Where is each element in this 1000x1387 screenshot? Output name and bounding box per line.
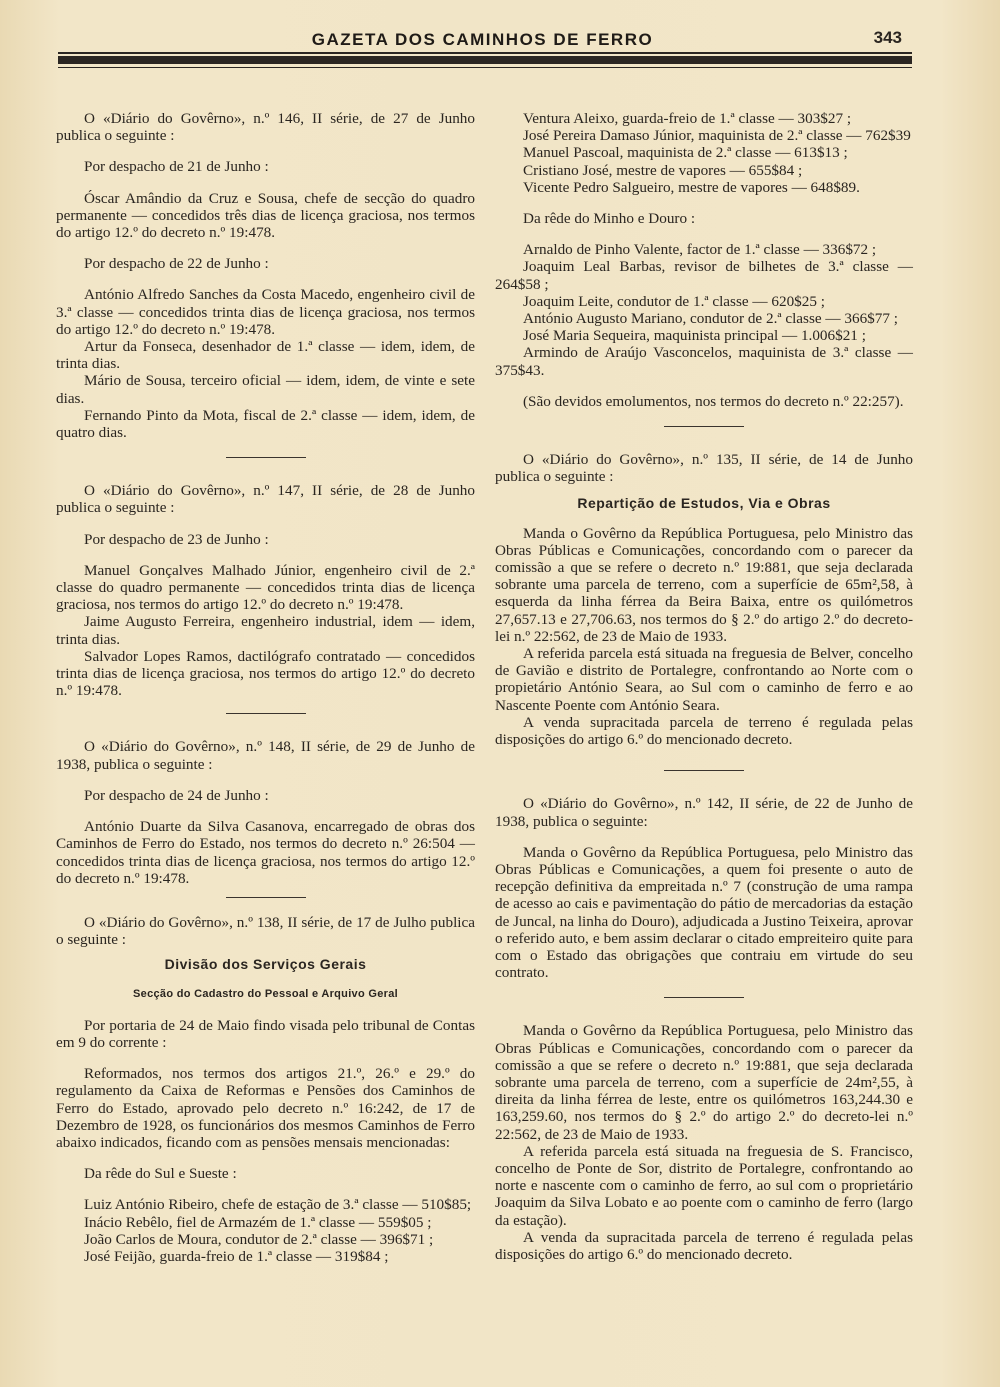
pension-entry: Arnaldo de Pinho Valente, factor de 1.ª classe — 336$72 ; (523, 241, 877, 259)
paragraph: A referida parcela está situada na freguesia de S. Francisco, concelho de Ponte de Sor, distrito de Portalegre, confrontando ao norte e nascente com o caminho de ferro, ao sul com o proprietário Joaquim da Silva Lobato e ao poente com o caminho de ferro (largo da estação). (495, 1142, 913, 1229)
section-heading: Repartição de Estudos, Via e Obras (577, 495, 831, 512)
paragraph: António Duarte da Silva Casanova, encarregado de obras dos Caminhos de Ferro do Estado, nos termos do decreto n.º 26:504 — concedidos trinta dias de licença graciosa, nos termos do artigo 12.º do decreto n.º 19:478. (56, 818, 475, 887)
section-divider (226, 713, 306, 714)
right-column (495, 110, 913, 1263)
pension-entry: Joaquim Leal Barbas, revisor de bilhetes de 3.ª classe — 264$58 ; (495, 258, 913, 293)
pension-entry: Ventura Aleixo, guarda-freio de 1.ª classe — 303$27 ; (523, 110, 852, 127)
pension-entry: João Carlos de Moura, condutor de 2.ª classe — 396$71 ; (84, 1230, 434, 1248)
despacho-line: Por despacho de 22 de Junho : (84, 255, 269, 273)
section-subheading: Secção do Cadastro do Pessoal e Arquivo Geral (133, 987, 398, 1000)
section-divider (226, 457, 306, 458)
paragraph: A venda supracitada parcela de terreno é regulada pelas disposições do artigo 6.º do mencionado decreto. (495, 713, 913, 749)
article-intro: O «Diário do Govêrno», n.º 142, II série, de 22 de Junho de 1938, publica o seguinte: (495, 795, 913, 830)
article-intro: O «Diário do Govêrno», n.º 135, II série, de 14 de Junho publica o seguinte : (495, 451, 913, 486)
paragraph: Manda o Govêrno da República Portuguesa, pelo Ministro das Obras Públicas e Comunicações, concordando com o parecer da comissão a que se refere o decreto n.º 19:881, que seja declarada sobrante uma parcela de terreno, com a superfície de 65m²,58, à esquerda da linha férrea da Beira Baixa, entre os quilómetros 27,657.13 e 27,706.63, nos termos do § 2.º do artigo 2.º do decreto-lei n.º 22:562, de 23 de Maio de 1933. (495, 524, 913, 645)
section-divider (664, 426, 744, 427)
section-divider (226, 897, 306, 898)
section-divider (664, 997, 744, 998)
pension-entry: Cristiano José, mestre de vapores — 655$84 ; (523, 161, 803, 179)
pension-entry: Armindo de Araújo Vasconcelos, maquinista de 3.ª classe — 375$43. (495, 344, 913, 379)
page-header (55, 28, 910, 50)
paragraph: Jaime Augusto Ferreira, engenheiro industrial, idem — idem, trinta dias. (56, 613, 475, 648)
header-rule-thick (58, 56, 912, 64)
paragraph: A venda da supracitada parcela de terreno é regulada pelas disposições do artigo 6.º do mencionado decreto. (495, 1228, 913, 1263)
paragraph: A referida parcela está situada na freguesia de Belver, concelho de Gavião e distrito de Portalegre, confrontando ao Norte com o propietário António Seara, ao Sul com o caminho de ferro e ao Nascente Poente com António Seara. (495, 645, 913, 714)
article-intro: O «Diário do Govêrno», n.º 147, II série, de 28 de Junho publica o seguinte : (56, 482, 475, 517)
pension-entry: Joaquim Leite, condutor de 1.ª classe — 620$25 ; (523, 292, 825, 310)
paragraph: Óscar Amândio da Cruz e Sousa, chefe de secção do quadro permanente — concedidos três dias de licença graciosa, nos termos do artigo 12.º do decreto n.º 19:478. (56, 189, 475, 242)
paragraph: Por portaria de 24 de Maio findo visada pelo tribunal de Contas em 9 do corrente : (56, 1016, 475, 1051)
header-rule-bottom (58, 67, 912, 68)
network-label: Da rêde do Sul e Sueste : (84, 1165, 237, 1183)
pension-entry: José Feijão, guarda-freio de 1.ª classe — 319$84 ; (84, 1247, 389, 1265)
paragraph: Artur da Fonseca, desenhador de 1.ª classe — idem, idem, de trinta dias. (56, 338, 475, 373)
paragraph: Mário de Sousa, terceiro oficial — idem, idem, de vinte e sete dias. (56, 372, 475, 407)
journal-title: GAZETA DOS CAMINHOS DE FERRO (311, 30, 654, 49)
paragraph: Manuel Gonçalves Malhado Júnior, engenheiro civil de 2.ª classe do quadro permanente — concedidos trinta dias de licença graciosa, nos termos do artigo 12.º do decreto n.º 19:478. (56, 561, 475, 614)
emolumentos-note: (São devidos emolumentos, nos termos do decreto n.º 22:257). (523, 392, 904, 410)
paragraph: Manda o Govêrno da República Portuguesa, pelo Ministro das Obras Públicas e Comunicações, a quem foi presente o auto de recepção definitiva da empreitada n.º 7 (construção de uma rampa de acesso ao cais e pavimentação do pátio de mercadorias da estação de Juncal, na linha do Douro), adjudicada a Justino Teixeira, aprovar o referido auto, e bem assim declarar o citado empreiteiro quite para com o Estado das obrigações que contraiu em virtude do seu contrato. (495, 843, 913, 982)
paragraph: Salvador Lopes Ramos, dactilógrafo contratado — concedidos trinta dias de licença graciosa, nos termos do artigo 12.º do decreto n.º 19:478. (56, 647, 475, 700)
network-label: Da rêde do Minho e Douro : (523, 210, 696, 228)
article-intro: O «Diário do Govêrno», n.º 148, II série, de 29 de Junho de 1938, publica o seguinte : (56, 738, 475, 773)
paragraph: António Alfredo Sanches da Costa Macedo, engenheiro civil de 3.ª classe — concedidos trinta dias de licença graciosa, nos termos do artigo 12.º do decreto n.º 19:478. (56, 286, 475, 338)
article-intro: O «Diário do Govêrno», n.º 146, II série, de 27 de Junho publica o seguinte : (56, 110, 475, 145)
page-number: 343 (873, 28, 902, 47)
despacho-line: Por despacho de 23 de Junho : (84, 530, 269, 548)
despacho-line: Por despacho de 21 de Junho : (84, 158, 269, 176)
pension-entry: António Augusto Mariano, condutor de 2.ª classe — 366$77 ; (523, 310, 898, 328)
pension-entry: José Maria Sequeira, maquinista principal — 1.006$21 ; (523, 327, 866, 345)
section-heading: Divisão dos Serviços Gerais (164, 956, 367, 973)
pension-entry: Luiz António Ribeiro, chefe de estação de 3.ª classe — 510$85; (84, 1196, 472, 1214)
despacho-line: Por despacho de 24 de Junho : (84, 786, 269, 804)
paragraph: Manda o Govêrno da República Portuguesa, pelo Ministro das Obras Públicas e Comunicações, concordando com o parecer da comissão a que se refere o decreto n.º 19:881, que seja declarada sobrante uma parcela de terreno, com a superfície de 24m²,55, à direita da linha férrea de leste, entre os quilómetros 163,244.30 e 163,259.60, nos termos do § 2.º do artigo 2.º do decreto-lei n.º 22:562, de 23 de Maio de 1933. (495, 1022, 913, 1143)
pension-entry: Inácio Rebêlo, fiel de Armazém de 1.ª classe — 559$05 ; (84, 1213, 432, 1231)
pension-entry: Vicente Pedro Salgueiro, mestre de vapores — 648$89. (523, 178, 860, 196)
left-column (56, 110, 475, 1265)
pension-entry: Manuel Pascoal, maquinista de 2.ª classe — 613$13 ; (523, 144, 848, 162)
pension-entry: José Pereira Damaso Júnior, maquinista de 2.ª classe — 762$39 (523, 127, 911, 145)
paragraph: Fernando Pinto da Mota, fiscal de 2.ª classe — idem, idem, de quatro dias. (56, 406, 475, 442)
section-divider (664, 770, 744, 771)
header-rule-top (58, 52, 912, 54)
article-intro: O «Diário do Govêrno», n.º 138, II série, de 17 de Julho publica o seguinte : (56, 913, 475, 949)
paragraph: Reformados, nos termos dos artigos 21.º, 26.º e 29.º do regulamento da Caixa de Reformas e Pensões dos Caminhos de Ferro do Estado, aprovado pelo decreto n.º 16:242, de 17 de Dezembro de 1928, os funcionários dos mesmos Caminhos de Ferro abaixo indicados, ficando com as pensões mensais mencionadas: (56, 1065, 475, 1151)
